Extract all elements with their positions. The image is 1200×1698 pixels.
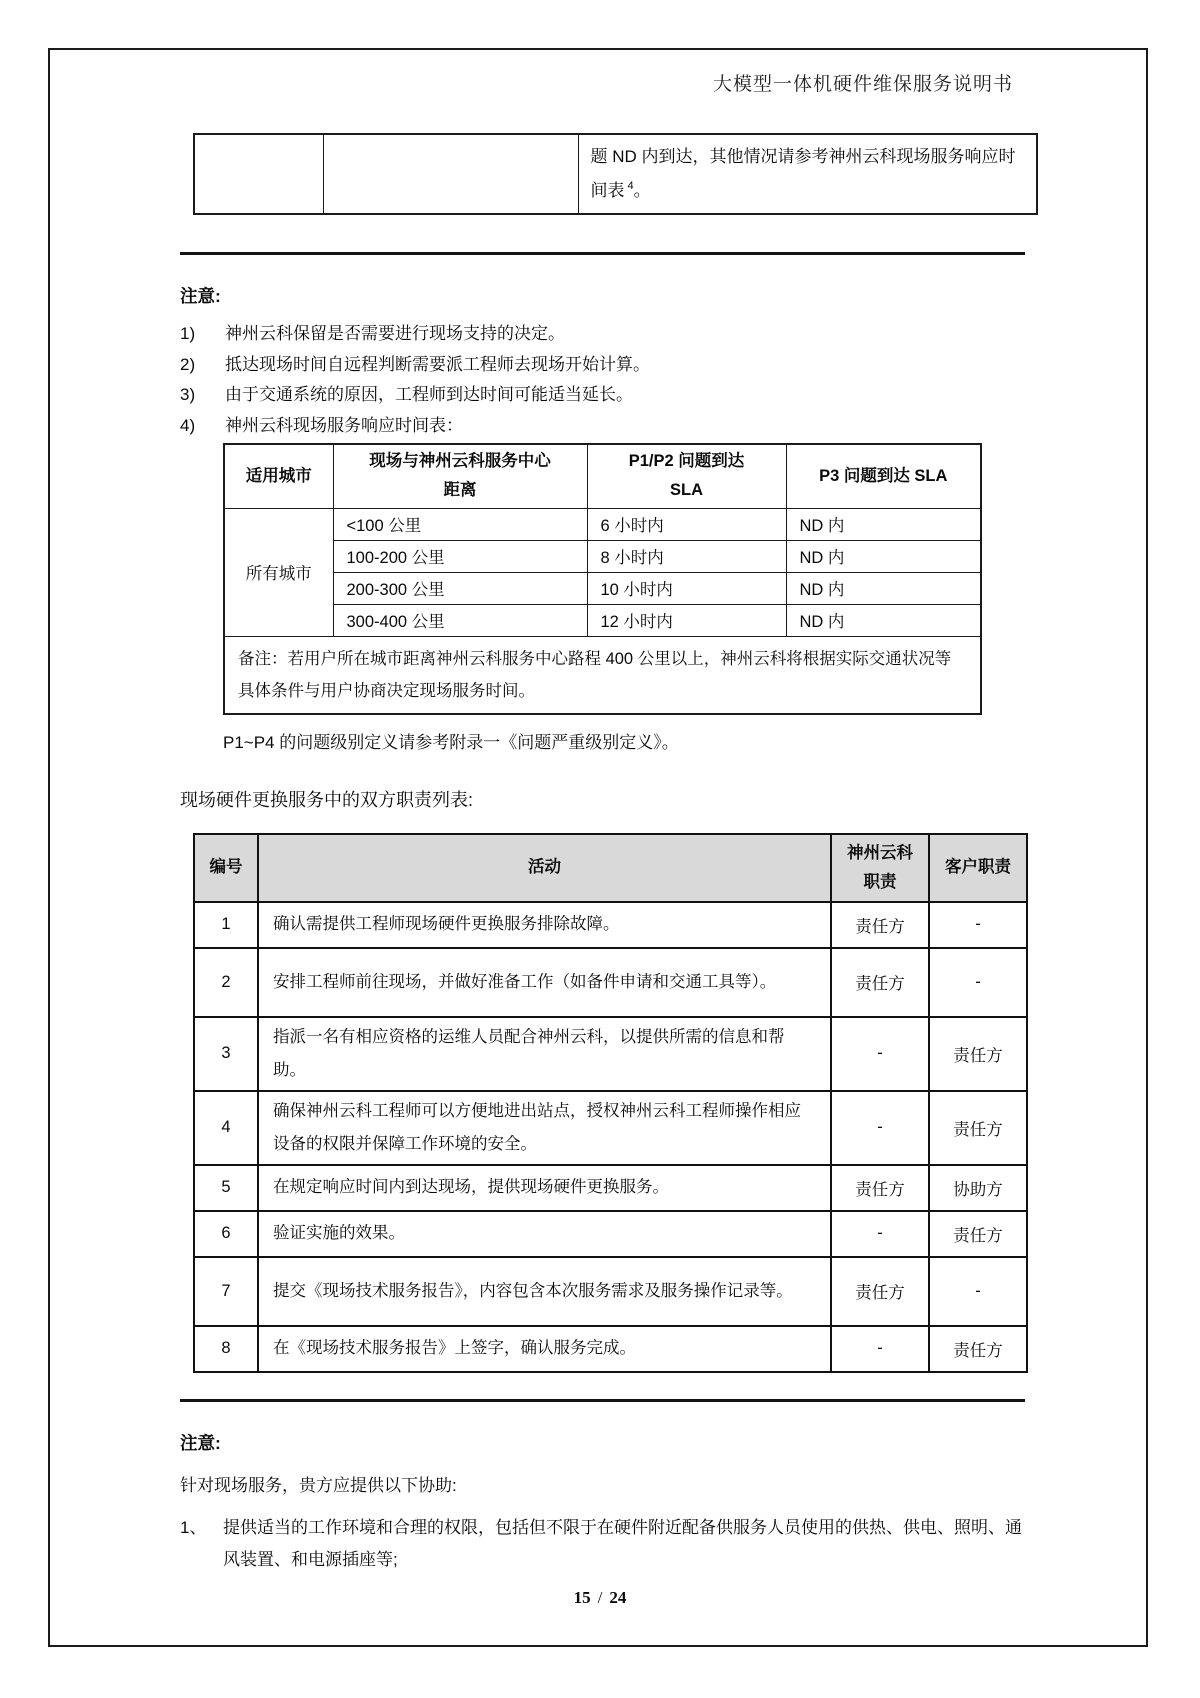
table-row — [224, 572, 981, 604]
vendor-duty-cell: - — [831, 1091, 929, 1165]
table-header-row — [224, 444, 981, 508]
vendor-duty-cell: 责任方 — [831, 902, 929, 948]
column-header-activity: 活动 — [258, 834, 831, 902]
customer-duty-cell: - — [929, 1257, 1027, 1326]
fragment-text: 题 ND 内到达，其他情况请参考神州云科现场服务响应时间表 — [590, 147, 1016, 200]
column-header-vendor-duty — [831, 834, 929, 902]
carryover-table-fragment — [193, 133, 1038, 215]
table-row — [194, 948, 1027, 1017]
list-item — [180, 319, 1025, 350]
fragment-text-end: 。 — [633, 181, 651, 200]
distance-cell: 300-400 公里 — [333, 604, 587, 636]
list-item — [180, 1512, 1025, 1576]
responsibilities-table — [193, 833, 1028, 1373]
vendor-duty-cell: 责任方 — [831, 1257, 929, 1326]
p3-sla-cell: ND 内 — [786, 508, 981, 540]
column-header-distance — [333, 444, 587, 508]
header-line: 神州云科 — [847, 843, 913, 862]
p1p2-sla-cell: 8 小时内 — [587, 540, 786, 572]
number-cell: 7 — [194, 1257, 258, 1326]
p1p2-sla-cell: 12 小时内 — [587, 604, 786, 636]
document-header-title: 大模型一体机硬件维保服务说明书 — [712, 74, 1013, 95]
activity-cell: 安排工程师前往现场，并做好准备工作（如备件申请和交通工具等）。 — [258, 948, 831, 1017]
table-row — [194, 902, 1027, 948]
distance-cell: 200-300 公里 — [333, 572, 587, 604]
list-item-text: 由于交通系统的原因，工程师到达时间可能适当延长。 — [225, 385, 633, 404]
activity-cell: 提交《现场技术服务报告》，内容包含本次服务需求及服务操作记录等。 — [258, 1257, 831, 1326]
remark-cell: 备注：若用户所在城市距离神州云科服务中心路程 400 公里以上，神州云科将根据实际交通状况等具体条件与用户协商决定现场服务时间。 — [224, 636, 981, 714]
section-title: 现场硬件更换服务中的双方职责列表: — [180, 789, 473, 810]
table-row — [194, 1326, 1027, 1372]
activity-cell: 在规定响应时间内到达现场，提供现场硬件更换服务。 — [258, 1165, 831, 1211]
footnote-reference: 4 — [627, 180, 634, 193]
customer-duty-cell: 责任方 — [929, 1326, 1027, 1372]
header-line: SLA — [670, 481, 703, 500]
response-time-table — [223, 443, 982, 715]
header-line: 现场与神州云科服务中心 — [369, 452, 551, 471]
list-item — [180, 411, 1025, 442]
fragment-text-cell — [578, 134, 1037, 214]
vendor-duty-cell: - — [831, 1017, 929, 1091]
customer-duty-cell: 责任方 — [929, 1091, 1027, 1165]
page-number-total: 24 — [609, 1588, 627, 1607]
assistance-intro: 针对现场服务，贵方应提供以下协助: — [180, 1475, 457, 1495]
column-header-p3-sla: P3 问题到达 SLA — [786, 444, 981, 508]
customer-duty-cell: 责任方 — [929, 1211, 1027, 1257]
customer-duty-cell: - — [929, 902, 1027, 948]
number-cell: 5 — [194, 1165, 258, 1211]
column-header-number: 编号 — [194, 834, 258, 902]
numbered-note-list — [180, 319, 1025, 441]
page-number-separator: / — [597, 1588, 603, 1607]
table-row — [194, 1091, 1027, 1165]
note-label: 注意: — [180, 286, 221, 306]
list-item — [180, 380, 1025, 411]
document-content — [180, 0, 1025, 1576]
distance-cell: 100-200 公里 — [333, 540, 587, 572]
customer-duty-cell: 责任方 — [929, 1017, 1027, 1091]
list-item-number: 2) — [180, 354, 196, 374]
vendor-duty-cell: - — [831, 1211, 929, 1257]
column-header-customer-duty: 客户职责 — [929, 834, 1027, 902]
number-cell: 3 — [194, 1017, 258, 1091]
activity-cell: 确保神州云科工程师可以方便地进出站点，授权神州云科工程师操作相应设备的权限并保障工作环境的安全。 — [258, 1091, 831, 1165]
header-line: P1/P2 问题到达 — [628, 452, 745, 471]
column-header-p1p2-sla — [587, 444, 786, 508]
horizontal-rule — [180, 252, 1025, 255]
p3-sla-cell: ND 内 — [786, 540, 981, 572]
table-row — [194, 1257, 1027, 1326]
empty-cell — [323, 134, 578, 214]
table-row — [194, 134, 1037, 214]
list-item — [180, 350, 1025, 381]
empty-cell — [194, 134, 323, 214]
activity-cell: 确认需提供工程师现场硬件更换服务排除故障。 — [258, 902, 831, 948]
p1p2-sla-cell: 10 小时内 — [587, 572, 786, 604]
number-cell: 6 — [194, 1211, 258, 1257]
list-item-text: 神州云科保留是否需要进行现场支持的决定。 — [225, 324, 565, 343]
horizontal-rule — [180, 1399, 1025, 1402]
table-row — [194, 1017, 1027, 1091]
table-row — [194, 1165, 1027, 1211]
table-row — [224, 540, 981, 572]
list-item-text: 抵达现场时间自远程判断需要派工程师去现场开始计算。 — [225, 354, 650, 374]
table-row — [224, 508, 981, 540]
number-cell: 1 — [194, 902, 258, 948]
city-cell: 所有城市 — [224, 508, 333, 636]
table-row — [224, 604, 981, 636]
list-item-number: 1) — [180, 324, 196, 343]
page-number-current: 15 — [573, 1588, 591, 1607]
customer-duty-cell: - — [929, 948, 1027, 1017]
table-row — [194, 1211, 1027, 1257]
p3-sla-cell: ND 内 — [786, 572, 981, 604]
activity-cell: 在《现场技术服务报告》上签字，确认服务完成。 — [258, 1326, 831, 1372]
list-item-number: 4) — [180, 415, 196, 435]
customer-duty-cell: 协助方 — [929, 1165, 1027, 1211]
list-item-number: 3) — [180, 385, 196, 404]
table-remark-row — [224, 636, 981, 714]
number-cell: 4 — [194, 1091, 258, 1165]
number-cell: 2 — [194, 948, 258, 1017]
vendor-duty-cell: 责任方 — [831, 1165, 929, 1211]
list-item-text: 提供适当的工作环境和合理的权限，包括但不限于在硬件附近配备供服务人员使用的供热、供电、照明、通风装置、和电源插座等; — [223, 1517, 1022, 1569]
activity-cell: 验证实施的效果。 — [258, 1211, 831, 1257]
p1p2-sla-cell: 6 小时内 — [587, 508, 786, 540]
activity-cell: 指派一名有相应资格的运维人员配合神州云科，以提供所需的信息和帮助。 — [258, 1017, 831, 1091]
note-label: 注意: — [180, 1432, 221, 1453]
p3-sla-cell: ND 内 — [786, 604, 981, 636]
list-item-text: 神州云科现场服务响应时间表： — [225, 415, 463, 435]
table-header-row — [194, 834, 1027, 902]
vendor-duty-cell: 责任方 — [831, 948, 929, 1017]
page-footer — [0, 1588, 1200, 1608]
header-line: 距离 — [443, 481, 477, 500]
column-header-city: 适用城市 — [224, 444, 333, 508]
vendor-duty-cell: - — [831, 1326, 929, 1372]
distance-cell: <100 公里 — [333, 508, 587, 540]
header-line: 职责 — [863, 872, 897, 891]
list-item-number: 1、 — [180, 1517, 207, 1537]
number-cell: 8 — [194, 1326, 258, 1372]
problem-level-note: P1~P4 的问题级别定义请参考附录一《问题严重级别定义》。 — [223, 732, 679, 752]
